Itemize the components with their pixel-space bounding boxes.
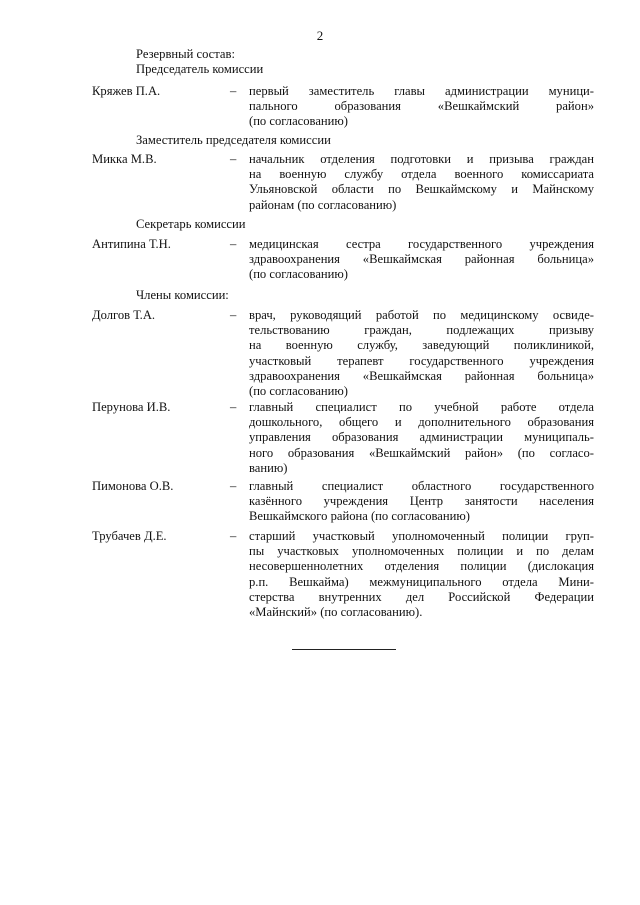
person-name: Пимонова О.В.: [92, 479, 174, 493]
description-line: Ульяновской области по Вешкаймскому и Майнскому: [249, 182, 594, 197]
description-line: р.п. Вешкайма) межмуниципального отдела Мини-: [249, 574, 594, 589]
description-line: здравоохранения «Вешкаймская районная больница»: [249, 368, 594, 383]
description-line: пы участковых уполномоченных полиции и по делам: [249, 544, 594, 559]
description-line: на военную службу, заведующий поликлиникой,: [249, 338, 594, 353]
description-line: медицинская сестра государственного учреждения: [249, 237, 594, 251]
heading-deputy: Заместитель председателя комиссии: [136, 133, 331, 147]
person-name: Кряжев П.А.: [92, 84, 161, 98]
dash-separator: –: [230, 529, 237, 543]
person-description: [249, 237, 594, 283]
heading-reserve: Резервный состав:: [136, 47, 235, 61]
description-line: (по согласованию): [249, 383, 349, 398]
closing-rule: [292, 649, 396, 650]
dash-separator: –: [230, 479, 237, 493]
dash-separator: –: [230, 400, 237, 414]
description-line: пального образования «Вешкаймский район»: [249, 99, 594, 114]
description-line: здравоохранения «Вешкаймская районная больница»: [249, 252, 594, 267]
description-line: казённого учреждения Центр занятости населения: [249, 494, 594, 509]
description-line: участковый терапевт государственного учреждения: [249, 353, 594, 368]
dash-separator: –: [230, 237, 237, 251]
description-line: начальник отделения подготовки и призыва граждан: [249, 152, 594, 166]
heading-secretary: Секретарь комиссии: [136, 217, 246, 231]
dash-separator: –: [230, 308, 237, 322]
description-line: стерства внутренних дел Российской Федерации: [249, 589, 594, 604]
dash-separator: –: [230, 152, 237, 166]
description-line: ного образования «Вешкаймский район» (по согласо-: [249, 445, 594, 460]
description-line: главный специалист областного государственного: [249, 479, 594, 493]
description-line: дошкольного, общего и дополнительного образования: [249, 415, 594, 430]
description-line: тельствованию граждан, подлежащих призыву: [249, 323, 594, 338]
page-number: 2: [316, 28, 324, 43]
person-name: Антипина Т.Н.: [92, 237, 171, 251]
person-name: Трубачев Д.Е.: [92, 529, 167, 543]
description-line: на военную службу отдела военного комиссариата: [249, 167, 594, 182]
description-line: ванию): [249, 460, 288, 475]
person-description: [249, 529, 594, 620]
person-description: [249, 84, 594, 130]
description-line: старший участковый уполномоченный полиции груп-: [249, 529, 594, 543]
description-line: главный специалист по учебной работе отдела: [249, 400, 594, 414]
person-description: [249, 308, 594, 399]
description-line: (по согласованию): [249, 267, 349, 282]
description-line: первый заместитель главы администрации муници-: [249, 84, 594, 98]
person-name: Долгов Т.А.: [92, 308, 156, 322]
person-description: [249, 479, 594, 525]
person-description: [249, 152, 594, 213]
person-description: [249, 400, 594, 476]
description-line: несовершеннолетних отделения полиции (дислокация: [249, 559, 594, 574]
description-line: районам (по согласованию): [249, 197, 397, 212]
description-line: управления образования администрации муниципаль-: [249, 430, 594, 445]
person-name: Микка М.В.: [92, 152, 157, 166]
description-line: (по согласованию): [249, 114, 349, 129]
person-name: Перунова И.В.: [92, 400, 171, 414]
dash-separator: –: [230, 84, 237, 98]
description-line: Вешкаймского района (по согласованию): [249, 509, 470, 524]
heading-members: Члены комиссии:: [136, 288, 229, 302]
description-line: «Майнский» (по согласованию).: [249, 604, 423, 619]
heading-chair: Председатель комиссии: [136, 62, 264, 76]
description-line: врач, руководящий работой по медицинскому освиде-: [249, 308, 594, 322]
